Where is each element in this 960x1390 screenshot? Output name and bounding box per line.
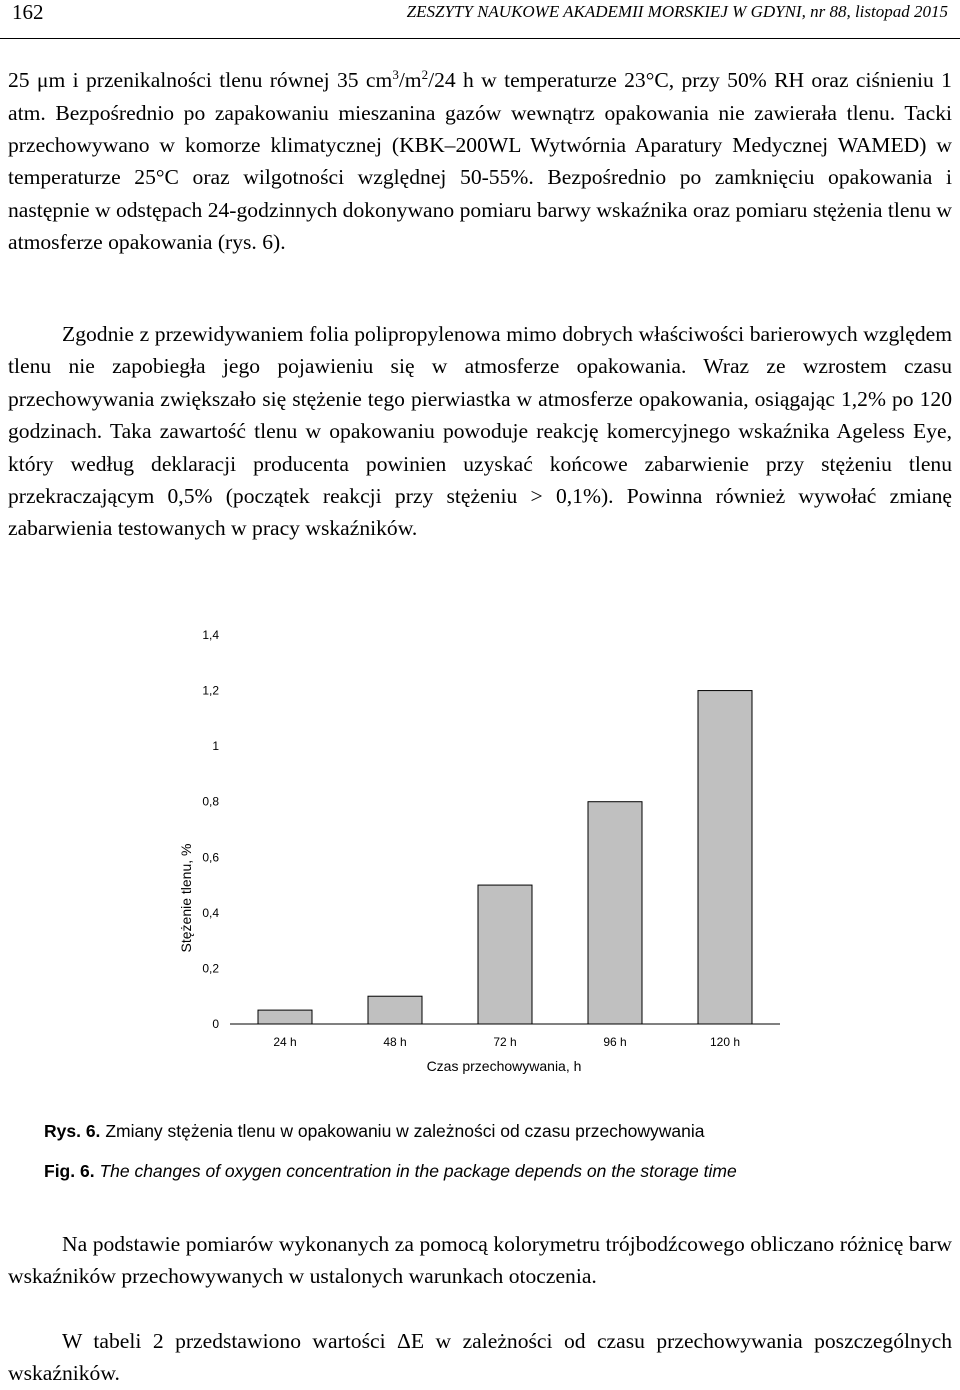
figure-caption-en <box>44 1161 737 1182</box>
bar-48h <box>368 996 422 1024</box>
superscript: 2 <box>421 67 429 82</box>
bar-120h <box>698 691 752 1024</box>
paragraph-colorimetry: Na podstawie pomiarów wykonanych za pomocą kolorymetru trójbodźcowego obliczano różnicę barw wskaźników przechowywanych w ustalonych warunkach otoczenia. <box>8 1232 952 1289</box>
bar-24h <box>258 1010 312 1024</box>
x-axis-ticks <box>273 1035 740 1049</box>
x-axis-title: Czas przechowywania, h <box>426 1058 582 1074</box>
x-tick-label: 96 h <box>603 1035 627 1049</box>
oxygen-concentration-chart <box>0 600 960 1090</box>
paragraph-text: 25 μm i przenikalności tlenu równej 35 cm <box>8 68 393 93</box>
y-tick-label: 0,6 <box>202 850 219 865</box>
bar-96h <box>588 802 642 1024</box>
y-tick-label: 0,4 <box>202 905 219 920</box>
delta-e: ΔE <box>397 1329 425 1353</box>
y-tick-label: 1 <box>212 739 219 754</box>
caption-label: Fig. 6. <box>44 1161 95 1181</box>
paragraph-text: w zależności od czasu przechowywania poszczególnych wskaźników. <box>8 1329 952 1386</box>
paragraph-text: /24 h w temperaturze 23°C, przy 50% RH oraz ciśnieniu 1 atm. Bezpośrednio po zapakowaniu mieszanina gazów wewnątrz opakowania nie zawierała tlenu. Tacki przechowywano w komorze klimatycznej (KBK–200WL Wytwórnia Aparatury Medycznej WAMED) w temperaturze 25°C oraz wilgotności względnej 50-55%. Bezpośrednio po zamknięciu opakowania i następnie w odstępach 24-godzinnych dokonywano pomiaru barwy wskaźnika oraz pomiaru stężenia tlenu w atmosferze opakowania (rys. 6). <box>8 68 952 255</box>
y-tick-label: 1,4 <box>202 628 219 642</box>
paragraph-results: Zgodnie z przewidywaniem folia polipropylenowa mimo dobrych właściwości barierowych względem tlenu nie zapobiegła jego pojawieniu się w atmosferze opakowania. Wraz ze wzrostem czasu przechowywania zwiększało się stężenie tego pierwiastka w atmosferze opakowania, osiągając 1,2% po 120 godzinach. Taka zawartość tlenu w opakowaniu powoduje reakcję komercyjnego wskaźnika Ageless Eye, który według deklaracji producenta powinien uzyskać końcowe zabarwienie przy stężeniu tlenu przekraczającym 0,5% (początek reakcji przy stężeniu > 0,1%). Powinna również wywołać zmianę zabarwienia testowanych w pracy wskaźników. <box>8 322 952 541</box>
bar-72h <box>478 885 532 1024</box>
paragraph-text: W tabeli 2 przedstawiono wartości <box>62 1329 398 1353</box>
bars <box>258 691 752 1024</box>
figure-caption-pl <box>44 1121 705 1142</box>
page-header <box>0 0 960 39</box>
y-axis-title: Stężenie tlenu, % <box>178 843 194 953</box>
y-tick-label: 0 <box>212 1017 219 1031</box>
caption-text: The changes of oxygen concentration in the package depends on the storage time <box>99 1161 737 1181</box>
y-tick-label: 1,2 <box>202 683 219 698</box>
y-tick-label: 0,8 <box>202 794 219 809</box>
caption-label: Rys. 6. <box>44 1121 101 1141</box>
x-tick-label: 72 h <box>493 1035 517 1049</box>
x-tick-label: 24 h <box>273 1035 297 1049</box>
journal-title: ZESZYTY NAUKOWE AKADEMII MORSKIEJ W GDYNI, nr 88, listopad 2015 <box>406 2 948 21</box>
paragraph-text: /m <box>398 68 422 93</box>
y-tick-label: 0,2 <box>202 961 219 976</box>
y-axis-ticks <box>202 628 219 1031</box>
superscript: 3 <box>392 67 399 82</box>
paragraph-table-ref <box>8 1325 952 1390</box>
x-tick-label: 48 h <box>383 1035 407 1049</box>
x-tick-label: 120 h <box>709 1035 741 1049</box>
caption-text: Zmiany stężenia tlenu w opakowaniu w zależności od czasu przechowywania <box>105 1121 705 1141</box>
page-number: 162 <box>12 0 44 24</box>
paragraph-methods <box>8 59 952 259</box>
